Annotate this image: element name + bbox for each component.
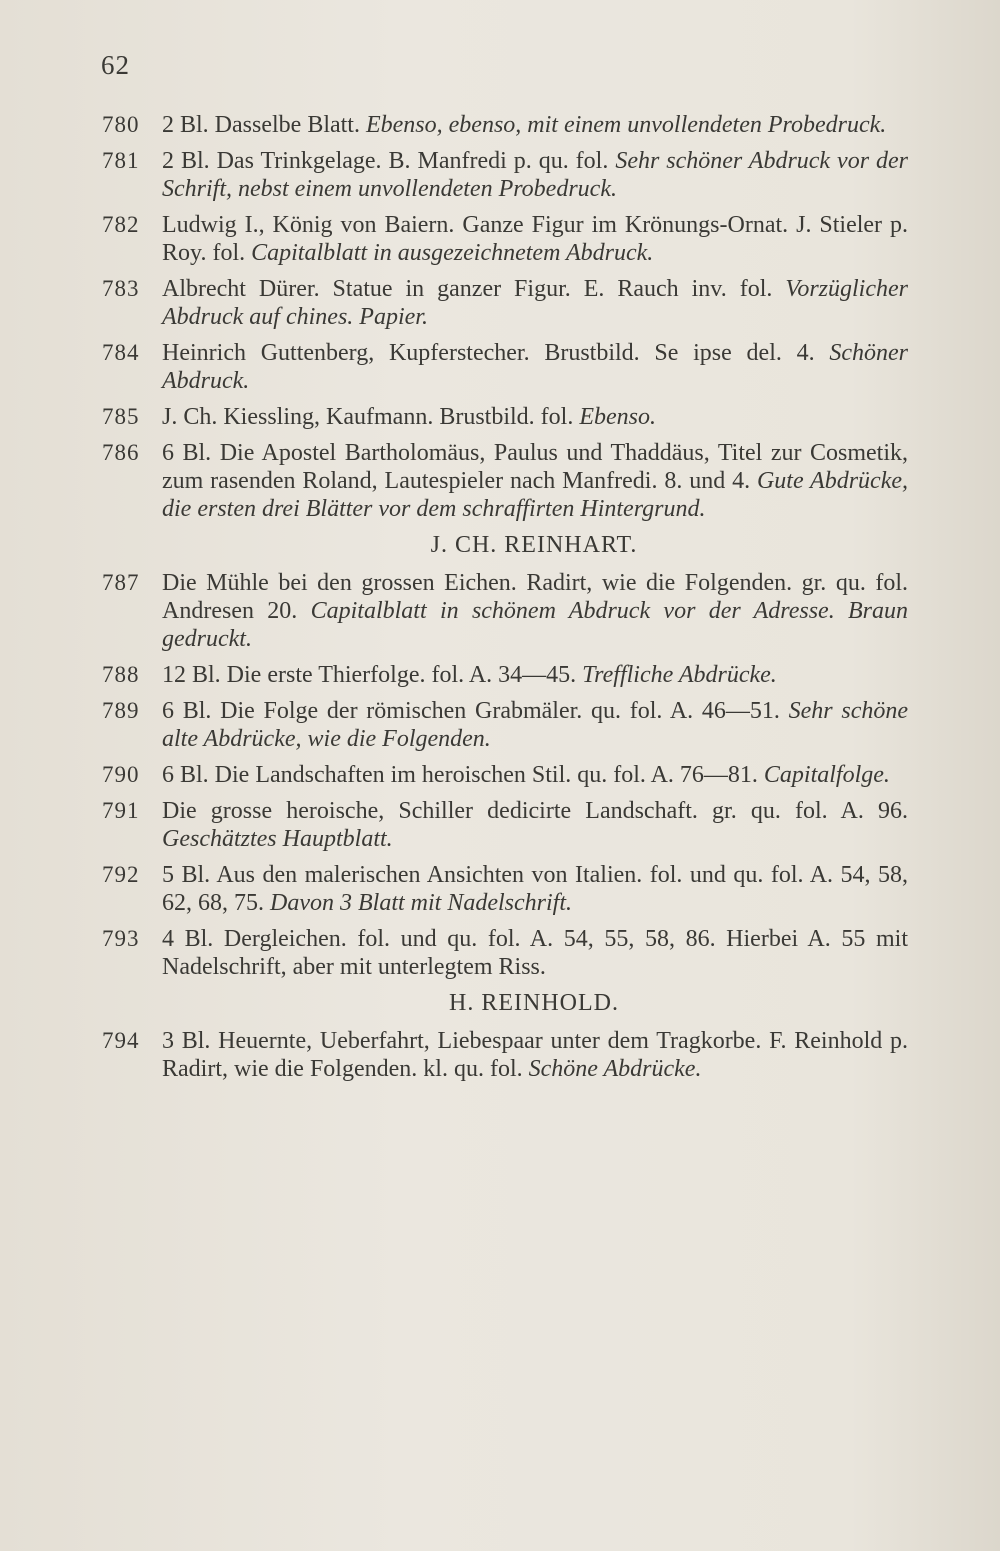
page-number: 62 xyxy=(101,50,130,80)
catalog-entry xyxy=(100,211,908,267)
entry-body xyxy=(162,761,908,789)
entry-text: 6 Bl. Die Apostel Bartholomäus, Paulus und Thaddäus, Titel zur Cosmetik, zum rasenden Roland, Lautespieler nach Manfredi. 8. und 4. xyxy=(162,440,908,494)
entry-note: Ebenso, ebenso, mit einem unvollendeten Probedruck. xyxy=(365,112,887,138)
entry-number: 790 xyxy=(102,762,140,787)
entry-note: Capitalblatt in schönem Abdruck vor der Adresse. Braun gedruckt. xyxy=(162,598,909,652)
catalog-entry xyxy=(100,275,908,331)
entry-number: 784 xyxy=(102,340,140,365)
entry-text: Ludwig I., König von Baiern. Ganze Figur im Krönungs-Ornat. J. Stieler p. Roy. fol. xyxy=(162,212,908,266)
entry-note: Sehr schöner Abdruck vor der Schrift, nebst einem unvollendeten Probedruck. xyxy=(162,148,908,202)
entry-number: 793 xyxy=(102,926,140,951)
catalog-entry xyxy=(100,761,908,789)
catalog-entry xyxy=(100,797,908,853)
entry-number: 782 xyxy=(102,212,140,237)
entry-text: Albrecht Dürer. Statue in ganzer Figur. E. Rauch inv. fol. xyxy=(162,276,773,302)
entry-body xyxy=(162,439,908,523)
entry-body xyxy=(162,697,908,753)
catalog-list xyxy=(100,111,908,1091)
entry-text: 2 Bl. Dasselbe Blatt. xyxy=(162,112,360,138)
entry-text: 6 Bl. Die Folge der römischen Grabmäler. qu. fol. A. 46—51. xyxy=(162,698,780,724)
entry-text: 6 Bl. Die Landschaften im heroischen Stil. qu. fol. A. 76—81. xyxy=(162,762,758,788)
entry-number: 794 xyxy=(102,1028,140,1053)
entry-text: Heinrich Guttenberg, Kupferstecher. Brustbild. Se ipse del. 4. xyxy=(162,340,815,366)
entry-body xyxy=(162,147,908,203)
section-heading-reinhart: J. CH. REINHART. xyxy=(430,532,638,558)
entry-number: 789 xyxy=(102,698,140,723)
entry-number: 781 xyxy=(102,148,140,173)
entry-note: Davon 3 Blatt mit Nadelschrift. xyxy=(270,890,572,916)
entry-number: 787 xyxy=(102,570,140,595)
entry-number: 786 xyxy=(102,440,140,465)
entry-body xyxy=(162,403,908,431)
entry-text: 5 Bl. Aus den malerischen Ansichten von Italien. fol. und qu. fol. A. 54, 58, 62, 68, 75. xyxy=(162,862,908,916)
entry-number: 788 xyxy=(102,662,140,687)
entry-body xyxy=(162,1027,908,1083)
entry-number: 783 xyxy=(102,276,140,301)
catalog-entry xyxy=(100,569,908,653)
entry-text: 4 Bl. Dergleichen. fol. und qu. fol. A. 54, 55, 58, 86. Hierbei A. 55 mit Nadelschrift, aber mit unterlegtem Riss. xyxy=(162,926,908,980)
catalog-entry xyxy=(100,439,908,523)
entry-body xyxy=(162,797,908,853)
entry-body xyxy=(162,569,908,653)
entry-note: Vorzüglicher Abdruck auf chines. Papier. xyxy=(162,276,908,330)
catalog-entry xyxy=(100,339,908,395)
catalog-entry xyxy=(100,1027,908,1083)
entry-text: Die Mühle bei den grossen Eichen. Radirt, wie die Folgenden. gr. qu. fol. Andresen 20. xyxy=(162,570,908,624)
entry-text: 2 Bl. Das Trinkgelage. B. Manfredi p. qu. fol. xyxy=(162,148,609,174)
entry-note: Sehr schöne alte Abdrücke, wie die Folgenden. xyxy=(162,698,908,752)
catalog-entry xyxy=(100,147,908,203)
entry-text: 12 Bl. Die erste Thierfolge. fol. A. 34—45. xyxy=(162,662,577,688)
entry-body xyxy=(162,211,908,267)
entry-note: Schöner Abdruck. xyxy=(162,340,909,394)
catalog-entry xyxy=(100,403,908,431)
entry-body xyxy=(162,111,908,139)
entry-text: J. Ch. Kiessling, Kaufmann. Brustbild. fol. xyxy=(162,404,574,430)
entry-note: Geschätztes Hauptblatt. xyxy=(162,826,393,852)
catalog-entry xyxy=(100,925,908,981)
catalog-entry xyxy=(100,661,908,689)
catalog-entry xyxy=(100,861,908,917)
entry-text: Die grosse heroische, Schiller dedicirte Landschaft. gr. qu. fol. A. 96. xyxy=(162,798,908,824)
entry-note: Gute Abdrücke, die ersten drei Blätter vor dem schraffirten Hintergrund. xyxy=(162,468,908,522)
section-heading-reinhold: H. REINHOLD. xyxy=(449,990,619,1016)
entry-text: 3 Bl. Heuernte, Ueberfahrt, Liebespaar unter dem Tragkorbe. F. Reinhold p. Radirt, wie die Folgenden. kl. qu. fol. xyxy=(162,1028,908,1082)
entry-body xyxy=(162,339,908,395)
entry-body xyxy=(162,275,908,331)
entry-number: 780 xyxy=(102,112,140,137)
catalog-entry xyxy=(100,111,908,139)
entry-body xyxy=(162,861,908,917)
entry-note: Ebenso. xyxy=(579,404,656,430)
entry-note: Treffliche Abdrücke. xyxy=(582,662,777,688)
entry-number: 792 xyxy=(102,862,140,887)
entry-note: Capitalblatt in ausgezeichnetem Abdruck. xyxy=(251,240,654,266)
entry-note: Capitalfolge. xyxy=(763,762,890,788)
entry-body xyxy=(162,925,908,981)
entry-number: 785 xyxy=(102,404,140,429)
entry-body xyxy=(162,661,908,689)
entry-number: 791 xyxy=(102,798,140,823)
catalog-entry xyxy=(100,697,908,753)
entry-note: Schöne Abdrücke. xyxy=(528,1056,702,1082)
